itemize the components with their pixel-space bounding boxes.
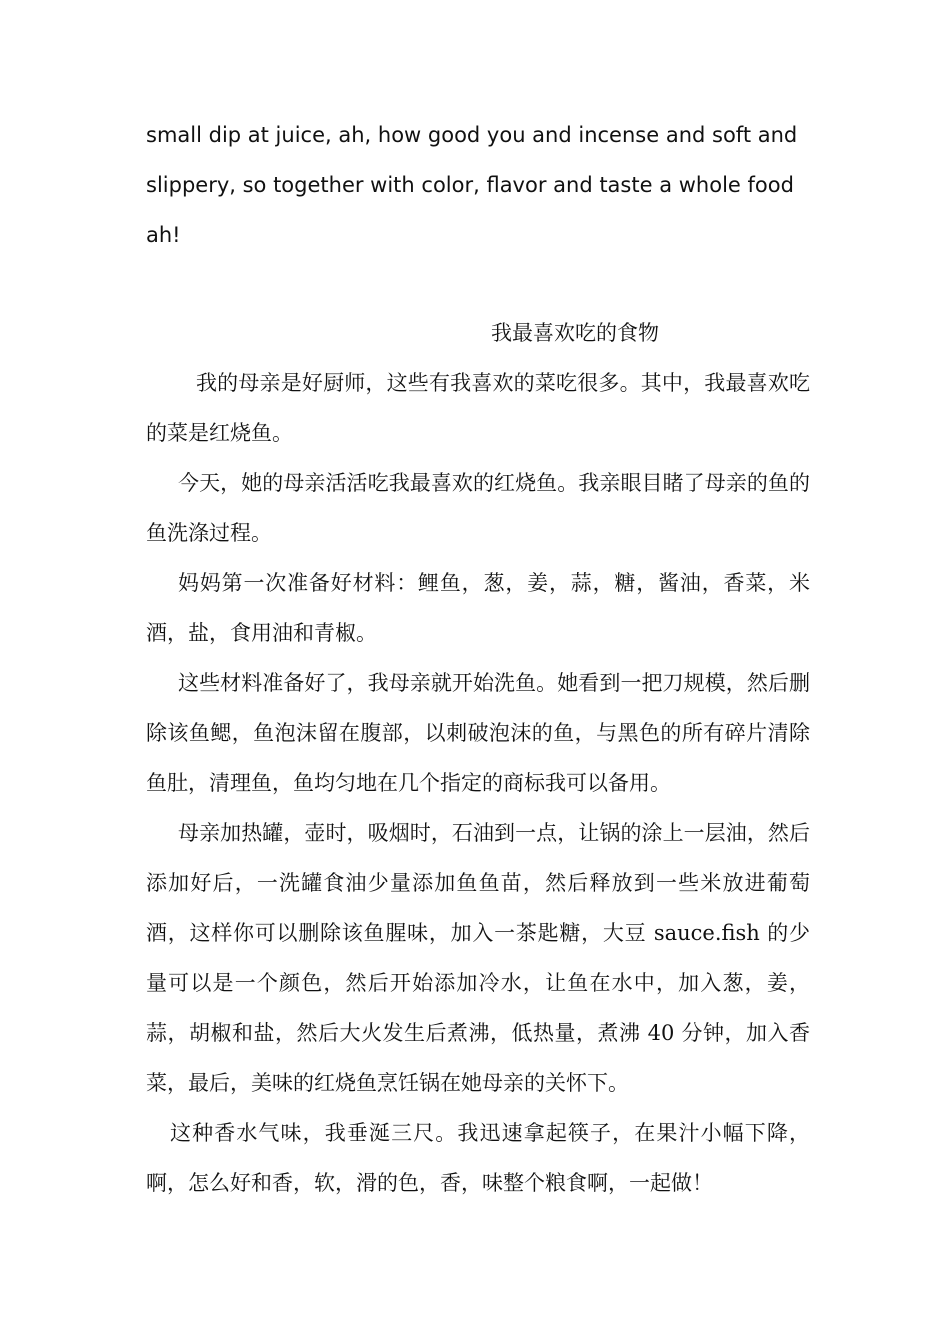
paragraph-6: 这种香水气味，我垂涎三尺。我迅速拿起筷子，在果汁小幅下降，啊，怎么好和香，软，滑的色，香，味整个粮食啊，一起做！ (146, 1121, 810, 1195)
essay-title: 我最喜欢吃的食物 (491, 321, 659, 345)
paragraph-5: 母亲加热罐，壶时，吸烟时，石油到一点，让锅的涂上一层油，然后添加好后，一洗罐食油少量添加鱼鱼苗，然后释放到一些米放进葡萄酒，这样你可以删除该鱼腥味，加入一茶匙糖，大豆 sauce.fish 的少量可以是一个颜色，然后开始添加冷水，让鱼在水中，加入葱，姜，蒜，胡椒和盐，然后大火发生后煮沸，低热量，煮沸 40 分钟，加入香菜，最后，美味的红烧鱼烹饪锅在她母亲的关怀下。 (146, 821, 810, 1095)
paragraph-2: 今天，她的母亲活活吃我最喜欢的红烧鱼。我亲眼目睹了母亲的鱼的鱼洗涤过程。 (146, 471, 810, 545)
paragraph-3: 妈妈第一次准备好材料：鲤鱼，葱，姜，蒜，糖，酱油，香菜，米酒，盐，食用油和青椒。 (146, 571, 810, 645)
paragraph-4: 这些材料准备好了，我母亲就开始洗鱼。她看到一把刀规模，然后删除该鱼鳃，鱼泡沫留在腹部，以刺破泡沫的鱼，与黑色的所有碎片清除鱼肚，清理鱼，鱼均匀地在几个指定的商标我可以备用。 (146, 671, 810, 795)
document-body (146, 110, 810, 1208)
paragraph-1: 我的母亲是好厨师，这些有我喜欢的菜吃很多。其中，我最喜欢吃的菜是红烧鱼。 (146, 371, 810, 445)
english-paragraph: small dip at juice, ah, how good you and incense and soft and slippery, so together with color, flavor and taste a whole food ah! (146, 123, 798, 247)
